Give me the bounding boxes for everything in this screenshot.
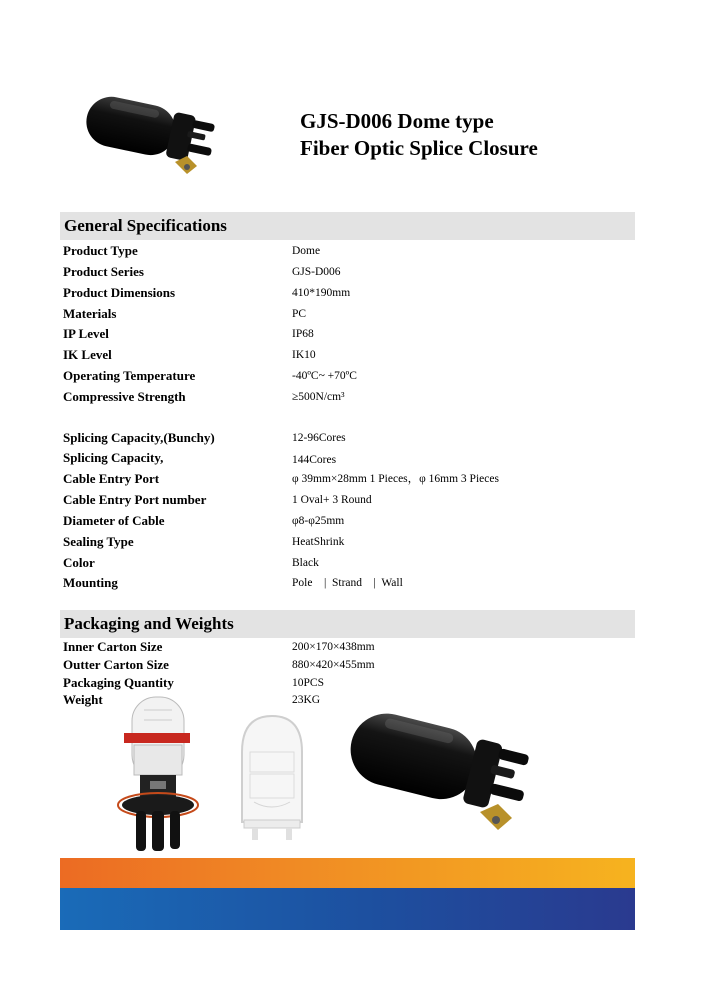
title-line-2: Fiber Optic Splice Closure (300, 136, 538, 160)
spec-label: Cable Entry Port number (63, 492, 207, 507)
spec-value: 1 Oval+ 3 Round (292, 494, 372, 506)
spec-value: HeatShrink (292, 536, 345, 548)
footer-orange-band (60, 858, 635, 888)
pack-value: 200×170×438mm (292, 641, 375, 653)
spec-value: IP68 (292, 328, 314, 340)
general-specifications-heading: General Specifications (60, 212, 635, 240)
spec-label: Compressive Strength (63, 389, 186, 404)
spec-label: Materials (63, 306, 117, 321)
pack-label: Inner Carton Size (63, 639, 163, 654)
spec-label: Product Dimensions (63, 285, 176, 300)
pack-row-outter-carton (63, 656, 635, 674)
spec-label: Operating Temperature (63, 368, 196, 383)
spec-label: Product Series (63, 264, 144, 279)
spec-label: Sealing Type (63, 534, 134, 549)
spec-label: IP Level (63, 326, 109, 341)
spec-value: Black (292, 557, 319, 569)
spec-row-splicing-capacity (63, 448, 635, 468)
spec-row-product-series (63, 262, 635, 282)
spec-label: Diameter of Cable (63, 513, 165, 528)
spec-label: Splicing Capacity, (63, 450, 164, 465)
title-line-1: GJS-D006 Dome type (300, 109, 494, 133)
spec-value: IK10 (292, 349, 316, 361)
spec-row-ip-level (63, 324, 635, 344)
spec-row-product-dimensions (63, 283, 635, 303)
spec-value: PC (292, 308, 307, 320)
product-image-transparent-dome (232, 712, 312, 842)
spec-value: GJS-D006 (292, 266, 341, 278)
spec-row-splicing-capacity-bunchy (63, 428, 635, 448)
spec-label: IK Level (63, 347, 112, 362)
spec-value: φ 39mm×28mm 1 Pieces，φ 16mm 3 Pieces (292, 473, 499, 485)
document-title (300, 108, 538, 162)
spec-row-color (63, 553, 635, 573)
spec-value: -40ºC~ +70ºC (292, 370, 357, 382)
pack-value: 880×420×455mm (292, 659, 375, 671)
pack-value: 23KG (292, 694, 321, 706)
spec-label: Product Type (63, 243, 138, 258)
spec-label: Mounting (63, 575, 118, 590)
spec-row-operating-temperature (63, 366, 635, 386)
pack-label: Packaging Quantity (63, 675, 174, 690)
pack-label: Weight (63, 692, 103, 707)
pack-value: 10PCS (292, 677, 324, 689)
spec-row-sealing-type (63, 532, 635, 552)
spec-label: Cable Entry Port (63, 471, 160, 486)
packaging-weights-heading: Packaging and Weights (60, 610, 635, 638)
spec-row-cable-entry-port (63, 469, 635, 489)
spec-row-materials (63, 304, 635, 324)
spec-label: Color (63, 555, 95, 570)
spec-row-diameter-of-cable (63, 511, 635, 531)
spec-row-mounting (63, 573, 635, 593)
pack-row-inner-carton (63, 638, 635, 656)
spec-value: 144Cores (292, 454, 337, 466)
pack-row-packaging-quantity (63, 674, 635, 692)
spec-row-ik-level (63, 345, 635, 365)
product-image-internal-tray (110, 695, 210, 855)
spec-value: φ8-φ25mm (292, 515, 345, 527)
spec-label: Splicing Capacity,(Bunchy) (63, 430, 215, 445)
pack-label: Outter Carton Size (63, 657, 169, 672)
spec-row-cable-entry-port-number (63, 490, 635, 510)
spec-row-compressive-strength (63, 387, 635, 407)
product-image-closed-dome (340, 712, 550, 842)
spec-value: 410*190mm (292, 287, 351, 299)
footer-blue-band (60, 888, 635, 930)
spec-row-product-type (63, 241, 635, 261)
product-image-top (75, 92, 225, 187)
spec-value: ≥500N/cm³ (292, 391, 345, 403)
spec-value: Pole | Strand | Wall (292, 577, 403, 589)
spec-value: 12-96Cores (292, 432, 346, 444)
spec-value: Dome (292, 245, 321, 257)
